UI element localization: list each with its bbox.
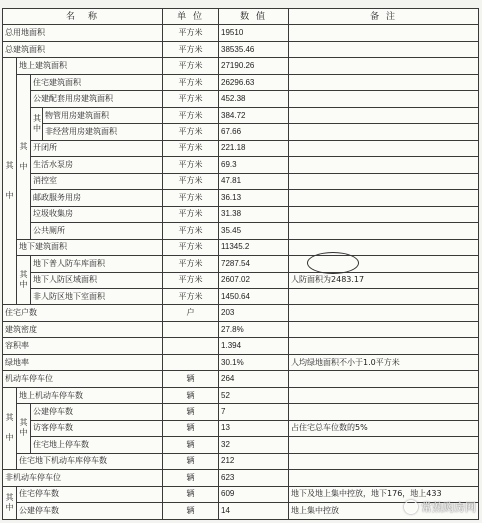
row-label: 非经营用房建筑面积 xyxy=(43,124,163,140)
table-row xyxy=(3,206,479,222)
table-row xyxy=(3,25,479,41)
row-value: 11345.2 xyxy=(219,239,289,255)
row-value: 623 xyxy=(219,470,289,486)
row-label: 建筑密度 xyxy=(3,321,163,337)
row-unit: 平方米 xyxy=(163,288,219,304)
table-row xyxy=(3,404,479,420)
table-row xyxy=(3,157,479,173)
table-row xyxy=(3,91,479,107)
row-label: 地上建筑面积 xyxy=(17,58,163,74)
row-remark xyxy=(289,25,479,41)
table-row xyxy=(3,288,479,304)
row-value: 203 xyxy=(219,305,289,321)
row-unit: 辆 xyxy=(163,453,219,469)
row-remark: 人防面积为2483.17 xyxy=(289,272,479,288)
row-label: 公共厕所 xyxy=(31,223,163,239)
row-value: 19510 xyxy=(219,25,289,41)
row-label: 地下建筑面积 xyxy=(17,239,163,255)
table-row xyxy=(3,256,479,272)
row-unit: 辆 xyxy=(163,387,219,403)
row-unit: 辆 xyxy=(163,437,219,453)
group-label-qizhong-basement: 其 中 xyxy=(17,256,31,305)
table-row xyxy=(3,239,479,255)
table-row xyxy=(3,41,479,57)
header-fragment xyxy=(26,0,28,8)
row-unit: 平方米 xyxy=(163,41,219,57)
row-remark xyxy=(289,124,479,140)
row-label: 非人防区地下室面积 xyxy=(31,288,163,304)
row-remark xyxy=(289,206,479,222)
row-label: 开闭所 xyxy=(31,140,163,156)
table-row xyxy=(3,305,479,321)
table-row xyxy=(3,437,479,453)
row-remark xyxy=(289,437,479,453)
row-remark xyxy=(289,74,479,90)
row-value: 69.3 xyxy=(219,157,289,173)
table-row xyxy=(3,58,479,74)
table-row xyxy=(3,223,479,239)
row-value: 212 xyxy=(219,453,289,469)
row-label: 住宅地下机动车库停车数 xyxy=(17,453,163,469)
row-unit: 平方米 xyxy=(163,206,219,222)
table-row xyxy=(3,173,479,189)
row-unit: 辆 xyxy=(163,486,219,502)
row-remark xyxy=(289,321,479,337)
row-label: 地下人防区域面积 xyxy=(31,272,163,288)
row-label: 总用地面积 xyxy=(3,25,163,41)
table-row xyxy=(3,387,479,403)
row-label: 垃圾收集房 xyxy=(31,206,163,222)
row-value: 31.38 xyxy=(219,206,289,222)
group-label-qizhong-sub2: 其 中 xyxy=(31,107,43,140)
row-remark xyxy=(289,470,479,486)
row-label: 地上机动车停车数 xyxy=(17,387,163,403)
row-value: 1.394 xyxy=(219,338,289,354)
table-row xyxy=(3,354,479,370)
header-remark: 备 注 xyxy=(289,9,479,25)
row-unit: 平方米 xyxy=(163,157,219,173)
row-remark xyxy=(289,371,479,387)
row-remark: 地上集中控放 xyxy=(289,503,479,520)
row-remark: 占住宅总车位数的5% xyxy=(289,420,479,436)
row-value: 52 xyxy=(219,387,289,403)
watermark-logo-icon xyxy=(404,500,418,514)
watermark xyxy=(404,499,476,515)
row-remark xyxy=(289,453,479,469)
table-row xyxy=(3,453,479,469)
row-label: 物管用房建筑面积 xyxy=(43,107,163,123)
row-label: 机动车停车位 xyxy=(3,371,163,387)
row-value: 609 xyxy=(219,486,289,502)
row-value: 452.38 xyxy=(219,91,289,107)
row-unit: 平方米 xyxy=(163,74,219,90)
row-unit: 平方米 xyxy=(163,107,219,123)
handwritten-circle-annotation xyxy=(307,252,359,274)
row-label: 住宅户数 xyxy=(3,305,163,321)
row-label: 非机动车停车位 xyxy=(3,470,163,486)
row-label: 住宅地上停车数 xyxy=(31,437,163,453)
table-row xyxy=(3,190,479,206)
row-value: 264 xyxy=(219,371,289,387)
table-row xyxy=(3,420,479,436)
row-unit xyxy=(163,321,219,337)
row-unit: 户 xyxy=(163,305,219,321)
row-value: 13 xyxy=(219,420,289,436)
group-label-qizhong-sub: 其 中 xyxy=(17,74,31,239)
row-value: 26296.63 xyxy=(219,74,289,90)
table-row xyxy=(3,272,479,288)
table-row xyxy=(3,74,479,90)
row-unit: 辆 xyxy=(163,404,219,420)
header-name: 名 称 xyxy=(3,9,163,25)
row-value: 47.81 xyxy=(219,173,289,189)
row-remark xyxy=(289,41,479,57)
group-label-bike: 其 中 xyxy=(3,486,17,519)
row-label: 公建停车数 xyxy=(17,503,163,520)
row-value: 2607.02 xyxy=(219,272,289,288)
table-row xyxy=(3,107,479,123)
table-row xyxy=(3,124,479,140)
row-remark xyxy=(289,338,479,354)
row-unit: 平方米 xyxy=(163,256,219,272)
row-remark xyxy=(289,173,479,189)
group-label-parking-sub: 其 中 xyxy=(17,404,31,453)
row-remark: 人均绿地面积不小于1.0平方米 xyxy=(289,354,479,370)
row-value: 1450.64 xyxy=(219,288,289,304)
row-value: 7287.54 xyxy=(219,256,289,272)
row-unit: 平方米 xyxy=(163,25,219,41)
row-label: 公建配套用房建筑面积 xyxy=(31,91,163,107)
row-unit: 辆 xyxy=(163,420,219,436)
planning-indicator-table xyxy=(2,8,479,520)
table-row xyxy=(3,321,479,337)
row-unit: 辆 xyxy=(163,503,219,520)
row-remark xyxy=(289,404,479,420)
row-remark: 地下及地上集中控放，地下176，地上433 xyxy=(289,486,479,502)
table-row xyxy=(3,470,479,486)
row-unit xyxy=(163,338,219,354)
row-remark xyxy=(289,140,479,156)
row-remark xyxy=(289,190,479,206)
row-label: 住宅停车数 xyxy=(17,486,163,502)
row-remark xyxy=(289,91,479,107)
row-label: 总建筑面积 xyxy=(3,41,163,57)
row-remark xyxy=(289,387,479,403)
row-unit: 平方米 xyxy=(163,223,219,239)
row-remark xyxy=(289,288,479,304)
row-value: 384.72 xyxy=(219,107,289,123)
row-remark xyxy=(289,305,479,321)
row-label: 住宅建筑面积 xyxy=(31,74,163,90)
row-label: 消控室 xyxy=(31,173,163,189)
table-row xyxy=(3,371,479,387)
row-label: 邮政服务用房 xyxy=(31,190,163,206)
row-value: 30.1% xyxy=(219,354,289,370)
row-unit: 平方米 xyxy=(163,124,219,140)
row-label: 绿地率 xyxy=(3,354,163,370)
row-label: 生活水泵房 xyxy=(31,157,163,173)
row-unit: 平方米 xyxy=(163,91,219,107)
row-label: 容积率 xyxy=(3,338,163,354)
row-unit: 平方米 xyxy=(163,272,219,288)
row-value: 14 xyxy=(219,503,289,520)
row-remark xyxy=(289,107,479,123)
table-row xyxy=(3,338,479,354)
row-unit: 平方米 xyxy=(163,190,219,206)
row-unit: 平方米 xyxy=(163,239,219,255)
row-value: 67.66 xyxy=(219,124,289,140)
row-value: 27.8% xyxy=(219,321,289,337)
group-label-qizhong: 其 中 xyxy=(3,58,17,305)
header-value: 数 值 xyxy=(219,9,289,25)
header-unit: 单 位 xyxy=(163,9,219,25)
row-value: 221.18 xyxy=(219,140,289,156)
row-value: 38535.46 xyxy=(219,41,289,57)
row-value: 7 xyxy=(219,404,289,420)
row-unit: 平方米 xyxy=(163,58,219,74)
row-unit xyxy=(163,354,219,370)
row-unit: 平方米 xyxy=(163,140,219,156)
row-remark xyxy=(289,223,479,239)
row-remark xyxy=(289,157,479,173)
row-value: 36.13 xyxy=(219,190,289,206)
row-label: 地下普人防车库面积 xyxy=(31,256,163,272)
watermark-text: 常熟购房网 xyxy=(421,501,476,514)
row-unit: 辆 xyxy=(163,371,219,387)
row-value: 27190.26 xyxy=(219,58,289,74)
group-label-parking: 其 中 xyxy=(3,387,17,469)
row-label: 公建停车数 xyxy=(31,404,163,420)
row-value: 32 xyxy=(219,437,289,453)
row-remark xyxy=(289,58,479,74)
table-row xyxy=(3,140,479,156)
row-unit: 平方米 xyxy=(163,173,219,189)
row-label: 访客停车数 xyxy=(31,420,163,436)
row-value: 35.45 xyxy=(219,223,289,239)
table-header-row xyxy=(3,9,479,25)
row-unit: 辆 xyxy=(163,470,219,486)
